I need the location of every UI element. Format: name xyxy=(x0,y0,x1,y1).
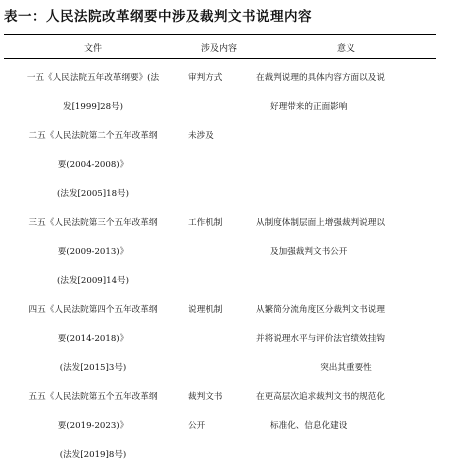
cell-involves: 说理机制 xyxy=(188,305,223,315)
table-row xyxy=(4,122,436,209)
header-involves: 涉及内容 xyxy=(200,44,237,54)
header-meaning: 意义 xyxy=(336,44,355,54)
cell-meaning: 在更高层次追求裁判文书的规范化 标准化、信息化建设 xyxy=(256,392,385,431)
cell-document: 二五《人民法院第二个五年改革纲 要(2004-2008)》 (法发[2005]18号) xyxy=(28,131,158,199)
cell-meaning: 从繁简分流角度区分裁判文书说理 并将说理水平与评价法官绩效挂钩 突出其重要性 xyxy=(256,305,385,373)
cell-meaning: 从制度体制层面上增强裁判说理以 及加强裁判文书公开 xyxy=(256,218,385,257)
table-header-rule xyxy=(4,58,436,59)
cell-involves: 裁判文书 公开 xyxy=(188,392,223,431)
cell-meaning: 在裁判说理的具体内容方面以及说 好理带来的正面影响 xyxy=(256,73,385,112)
cell-document: 四五《人民法院第四个五年改革纲 要(2014-2018)》 (法发[2015]3号) xyxy=(28,305,158,373)
table-row xyxy=(4,64,436,122)
cell-document: 三五《人民法院第三个五年改革纲 要(2009-2013)》 (法发[2009]14号) xyxy=(28,218,158,286)
table-body xyxy=(4,64,436,470)
table-row xyxy=(4,383,436,470)
cell-document: 五五《人民法院第五个五年改革纲 要(2019-2023)》 (法发[2019]8号) xyxy=(28,392,158,460)
header-document: 文件 xyxy=(83,44,102,54)
cell-involves: 工作机制 xyxy=(188,218,223,228)
table-row xyxy=(4,296,436,383)
table-title: 表一：人民法院改革纲要中涉及裁判文书说理内容 xyxy=(4,9,312,25)
cell-involves: 未涉及 xyxy=(188,131,214,141)
table-top-rule xyxy=(4,34,436,35)
cell-document: 一五《人民法院五年改革纲要》(法 发[1999]28号) xyxy=(26,73,160,112)
table-row xyxy=(4,209,436,296)
cell-involves: 审判方式 xyxy=(188,73,223,83)
